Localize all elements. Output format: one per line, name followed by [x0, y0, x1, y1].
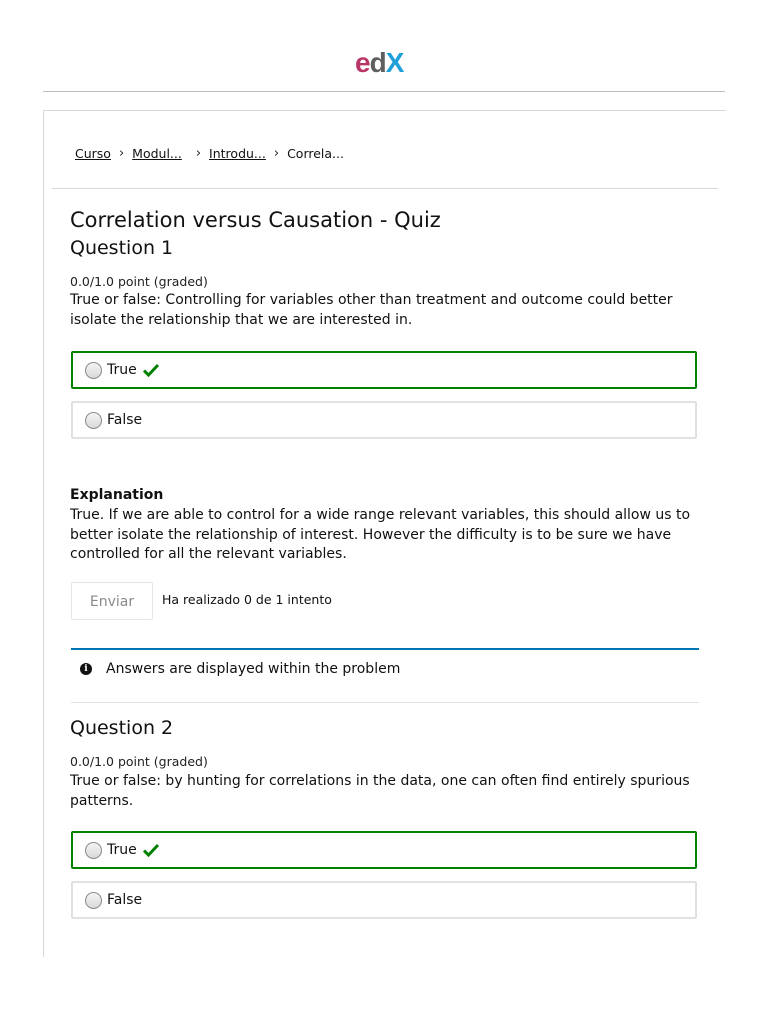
question-2-choice-true[interactable]	[71, 831, 697, 869]
attempts-count: Ha realizado 0 de 1 intento	[162, 592, 332, 607]
choice-label: False	[107, 412, 143, 428]
question-1-text: True or false: Controlling for variables other than treatment and outcome could better isolate the relationship that we are interested in.	[70, 292, 673, 328]
radio-button[interactable]	[85, 842, 102, 859]
breadcrumb-chevron-icon: ›	[273, 146, 280, 161]
answers-notice	[71, 648, 699, 688]
breadcrumb-course-link[interactable]: Curso	[75, 146, 111, 161]
question-2-points: 0.0/1.0 point (graded)	[70, 754, 208, 769]
checkmark-icon	[143, 843, 159, 857]
radio-button[interactable]	[85, 362, 102, 379]
logo-letter-e: e	[355, 47, 370, 78]
breadcrumb-divider	[52, 188, 718, 189]
header-divider	[43, 91, 725, 92]
submit-button[interactable]: Enviar	[71, 582, 153, 620]
explanation-text: True. If we are able to control for a wide range relevant variables, this should allow us to better isolate the relationship of interest. However the difficulty is to be sure we have controlled for all the relevant variables.	[70, 507, 691, 562]
edx-logo[interactable]	[355, 47, 404, 78]
breadcrumb-section-link[interactable]: Introdu...	[209, 146, 266, 161]
question-2-choice-false[interactable]	[71, 881, 697, 919]
info-circle-icon: i	[80, 663, 92, 675]
question-1-title: Question 1	[70, 237, 174, 259]
notice-text: Answers are displayed within the problem	[106, 661, 401, 677]
question-1-choice-false[interactable]	[71, 401, 697, 439]
logo-letter-x: X	[385, 47, 404, 78]
choice-label: True	[107, 842, 137, 858]
choice-label: True	[107, 362, 137, 378]
question-2-text: True or false: by hunting for correlations in the data, one can often find entirely spurious patterns.	[70, 773, 690, 809]
page-title: Correlation versus Causation - Quiz	[70, 208, 441, 232]
breadcrumb-chevron-icon: ›	[195, 146, 202, 161]
choice-label: False	[107, 892, 143, 908]
question-2-title: Question 2	[70, 717, 174, 739]
question-1-points: 0.0/1.0 point (graded)	[70, 274, 208, 289]
breadcrumb-module-link[interactable]: Modul...	[132, 146, 182, 161]
checkmark-icon	[143, 363, 159, 377]
radio-button[interactable]	[85, 892, 102, 909]
breadcrumb-current: Correla...	[287, 146, 344, 161]
explanation-heading: Explanation	[70, 487, 164, 503]
radio-button[interactable]	[85, 412, 102, 429]
breadcrumb	[75, 146, 344, 161]
question-1-choice-true[interactable]	[71, 351, 697, 389]
breadcrumb-chevron-icon: ›	[118, 146, 125, 161]
logo-letter-d: d	[369, 47, 386, 78]
question-divider	[71, 702, 699, 703]
